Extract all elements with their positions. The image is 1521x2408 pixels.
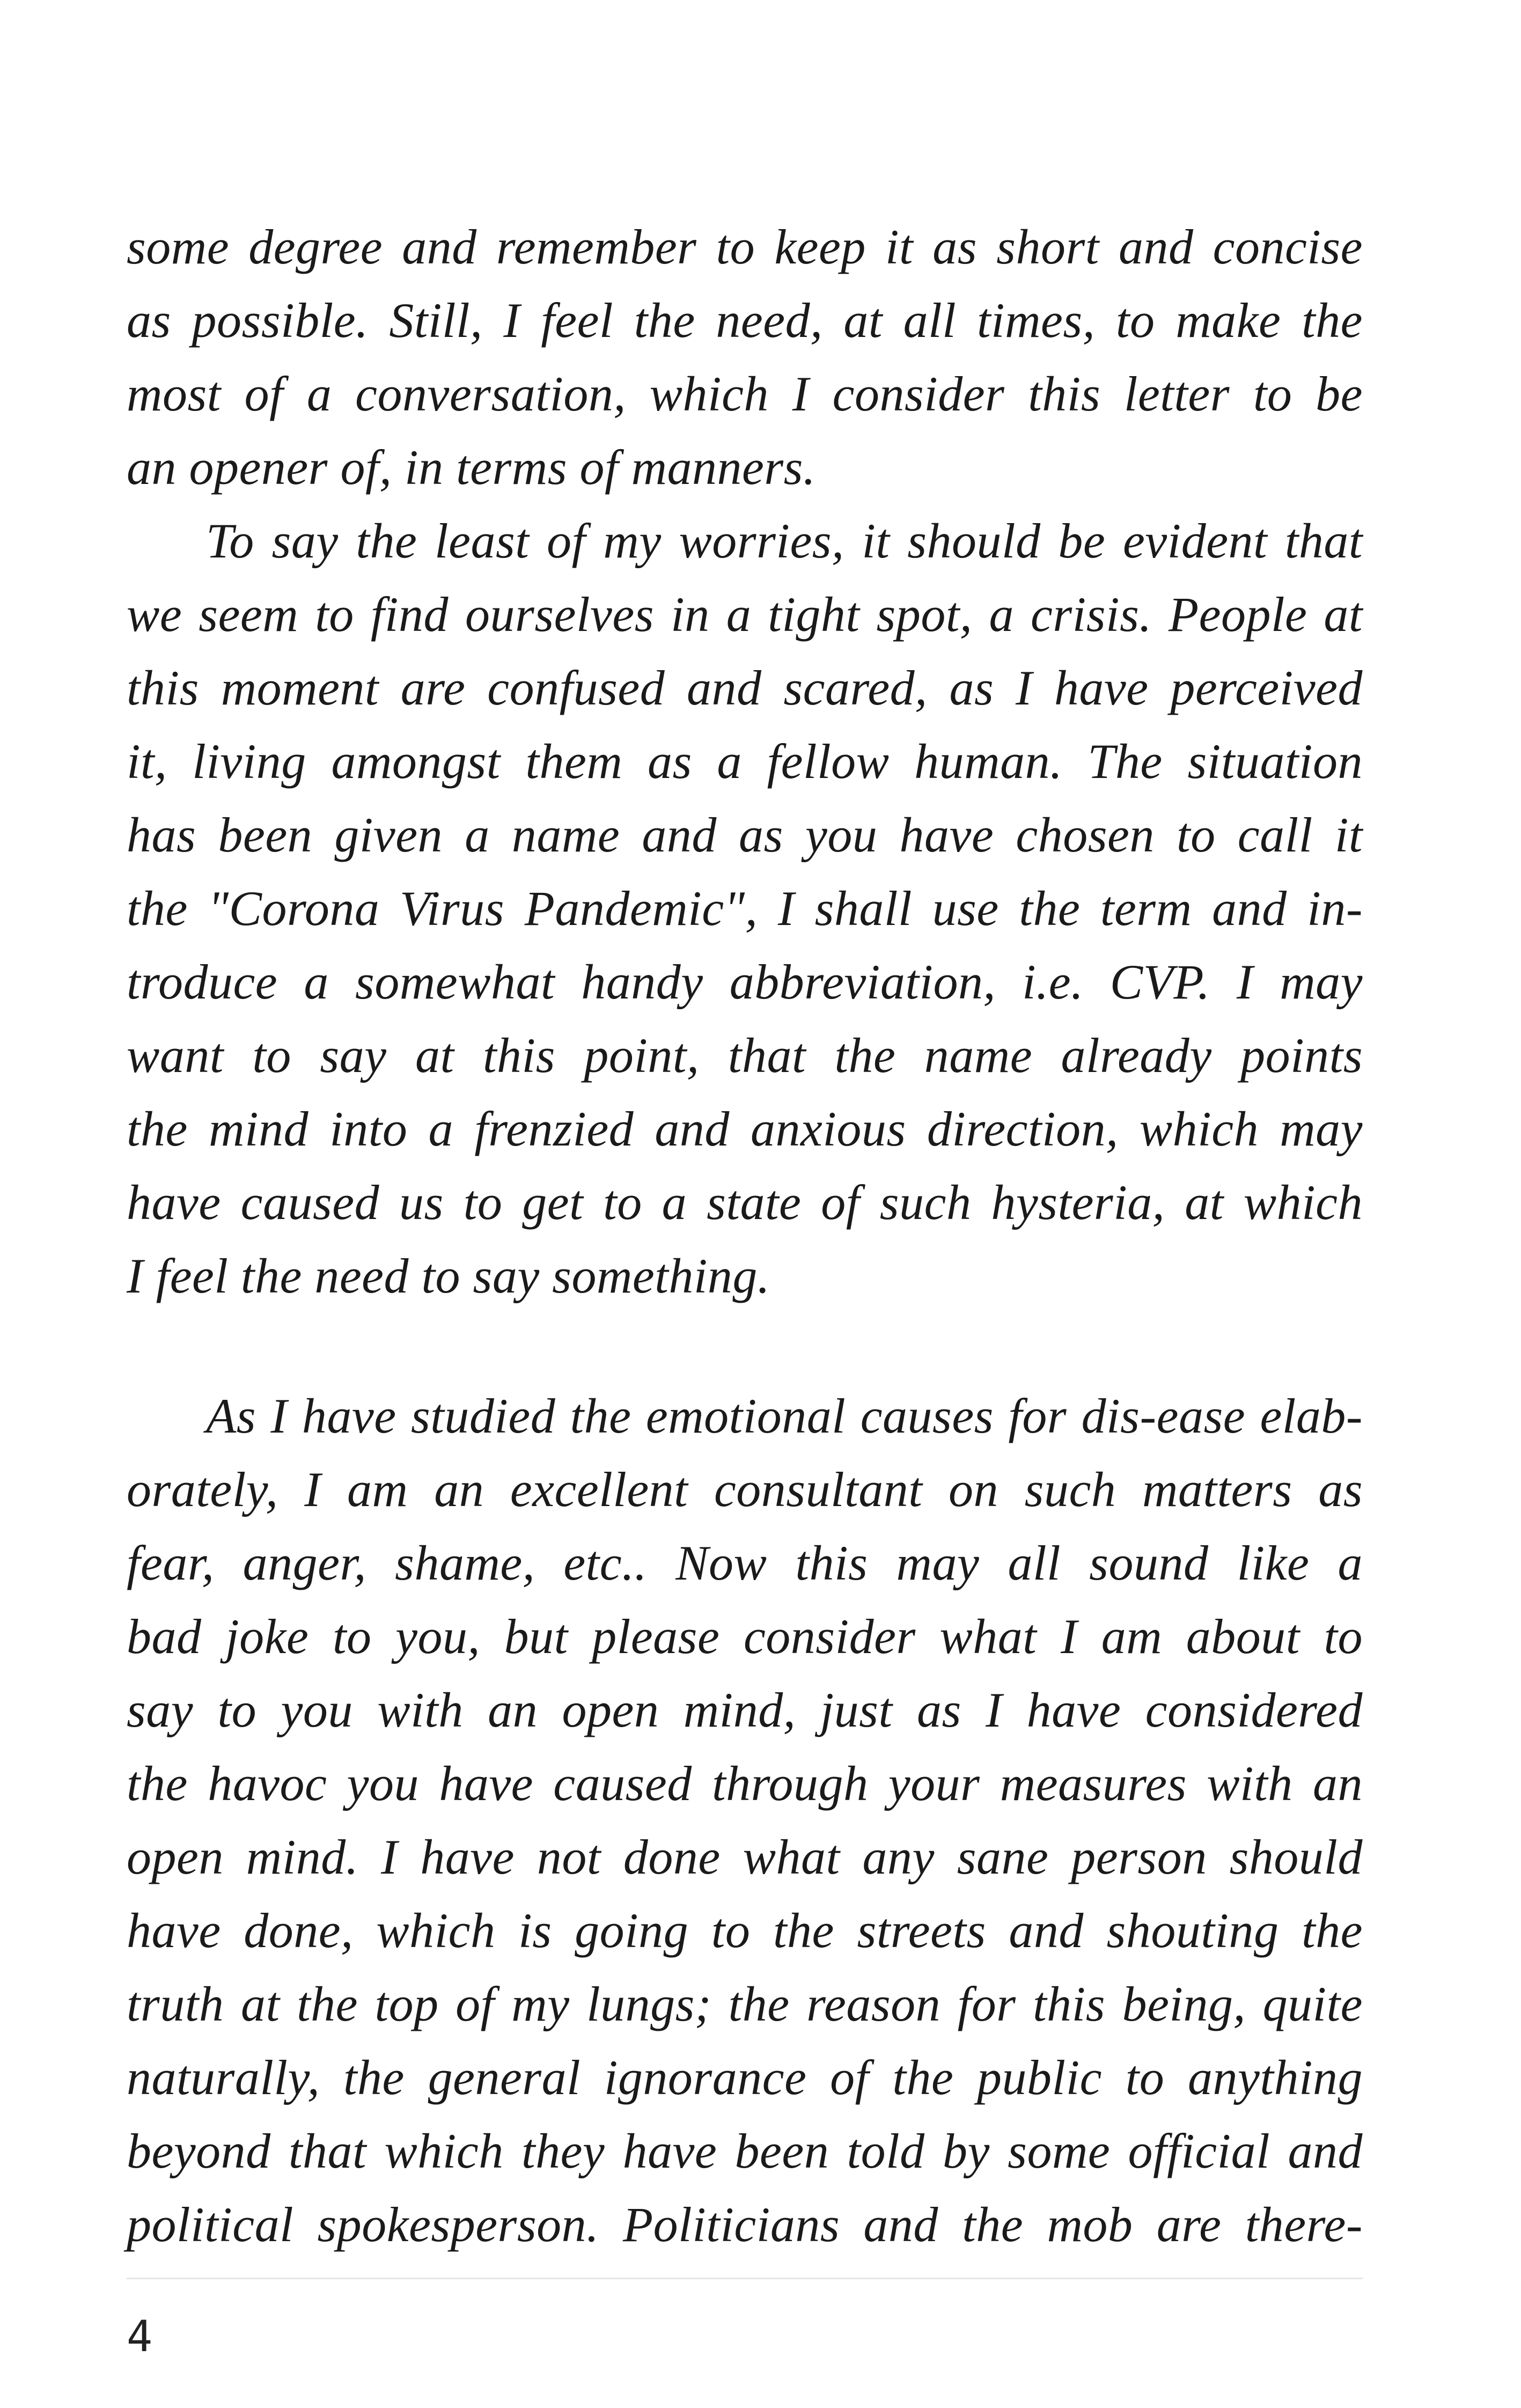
text-line: fear, anger, shame, etc.. Now this may all sound like a [127, 1536, 1363, 1590]
text-line: this moment are confused and scared, as I have perceived [127, 660, 1363, 715]
text-line: most of a conversation, which I consider this letter to be [127, 366, 1363, 421]
text-line: want to say at this point, that the name already points [127, 1028, 1363, 1083]
text-line: as possible. Still, I feel the need, at all times, to make the [127, 293, 1363, 348]
text-line: have done, which is going to the streets and shouting the [127, 1903, 1363, 1958]
text-line: I feel the need to say something. [127, 1249, 770, 1303]
text-line: open mind. I have not done what any sane person should [127, 1830, 1363, 1884]
text-block-paragraph [127, 1379, 1363, 2262]
text-line: naturally, the general ignorance of the public to anything [127, 2050, 1363, 2105]
text-line: say to you with an open mind, just as I have considered [127, 1683, 1363, 1737]
text-line: the mind into a frenzied and anxious direction, which may [127, 1102, 1363, 1156]
text-line: the "Corona Virus Pandemic", I shall use the term and in- [127, 881, 1363, 936]
text-line: an opener of, in terms of manners. [127, 440, 816, 495]
text-line: have caused us to get to a state of such hysteria, at which [127, 1175, 1363, 1230]
text-line: we seem to find ourselves in a tight spot, a crisis. People at [127, 587, 1363, 642]
page-number: 4 [127, 2311, 153, 2361]
text-line: it, living amongst them as a fellow human. The situation [127, 734, 1363, 789]
text-line: political spokesperson. Politicians and the mob are there- [127, 2197, 1363, 2252]
text-line: the havoc you have caused through your measures with an [127, 1756, 1363, 1811]
text-line: troduce a somewhat handy abbreviation, i.e. CVP. I may [127, 955, 1363, 1009]
text-block-opening [127, 210, 1363, 1313]
text-line: As I have studied the emotional causes for dis-ease elab- [206, 1389, 1363, 1443]
text-line: To say the least of my worries, it should be evident that [206, 513, 1363, 568]
text-line: beyond that which they have been told by some official and [127, 2124, 1363, 2178]
footer-divider [127, 2278, 1363, 2279]
text-line: truth at the top of my lungs; the reason for this being, quite [127, 1977, 1363, 2031]
text-line: has been given a name and as you have chosen to call it [127, 807, 1363, 862]
text-line: some degree and remember to keep it as short and concise [127, 219, 1363, 274]
text-line: orately, I am an excellent consultant on such matters as [127, 1462, 1363, 1517]
text-line: bad joke to you, but please consider what I am about to [127, 1609, 1363, 1664]
